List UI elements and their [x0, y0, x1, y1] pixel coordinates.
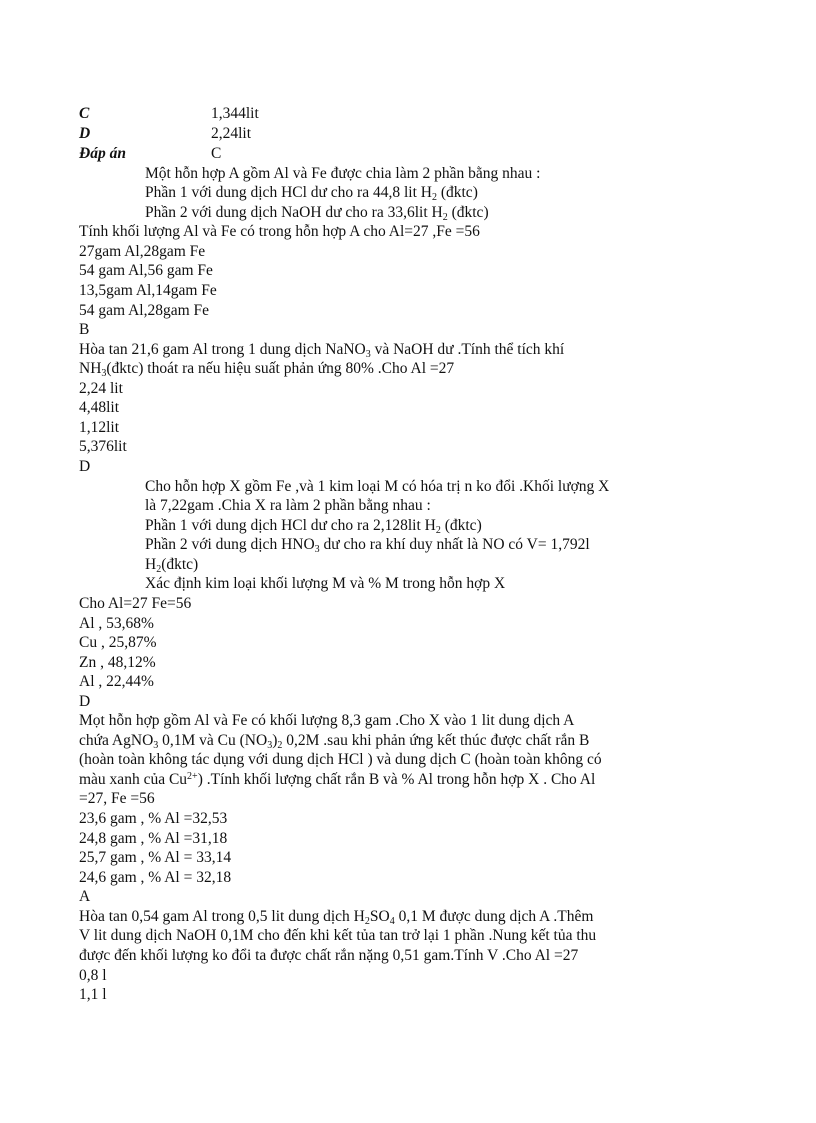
text: màu xanh của Cu: [79, 771, 188, 788]
text: (đktc): [161, 556, 199, 573]
q2-line-1: [79, 340, 564, 360]
option-label: C: [79, 105, 90, 122]
text: 0,2M .sau khi phản ứng kết thúc được chất rắn B: [282, 732, 590, 749]
text: và NaOH dư .Tính thể tích khí: [370, 341, 565, 358]
q4-answer: A: [79, 888, 91, 905]
q4-option-3: 25,7 gam , % Al = 33,14: [79, 849, 232, 866]
q3-line-5: [145, 555, 198, 575]
q4-line-5: =27, Fe =56: [79, 790, 155, 807]
q2-option-4: 5,376lit: [79, 438, 127, 455]
q5-option-1: 0,8 l: [79, 967, 107, 984]
q3-option-2: Cu , 25,87%: [79, 634, 157, 651]
text: chứa AgNO: [79, 732, 154, 749]
subscript: 2: [364, 916, 370, 927]
subscript: 2: [431, 192, 437, 203]
q4-option-2: 24,8 gam , % Al =31,18: [79, 830, 228, 847]
text: 0,1 M được dung dịch A .Thêm: [394, 908, 594, 925]
option-value: 1,344lit: [211, 105, 259, 122]
q5-line-2: V lit dung dịch NaOH 0,1M cho đến khi kết tủa tan trở lại 1 phần .Nung kết tủa thu: [79, 927, 597, 944]
q1-line-1: Một hỗn hợp A gồm Al và Fe được chia làm 2 phần bằng nhau :: [145, 165, 541, 182]
q4-line-2: [79, 731, 589, 751]
text: (đktc): [436, 184, 478, 201]
q3-line-4: [145, 535, 590, 555]
text: ) .Tính khối lượng chất rắn B và % Al trong hỗn hợp X . Cho Al: [197, 771, 596, 788]
superscript: 2+: [187, 771, 198, 782]
q3-line-1: Cho hỗn hợp X gồm Fe ,và 1 kim loại M có hóa trị n ko đổi .Khối lượng X: [145, 478, 610, 495]
q1-option-2: 54 gam Al,56 gam Fe: [79, 262, 213, 279]
q3-line-3: [145, 516, 482, 536]
q1-line-4: Tính khối lượng Al và Fe có trong hỗn hợp A cho Al=27 ,Fe =56: [79, 223, 480, 240]
subscript: 2: [435, 525, 441, 536]
subscript: 3: [267, 740, 273, 751]
answer-value: C: [211, 145, 222, 162]
text: (đktc) thoát ra nếu hiệu suất phản ứng 80% .Cho Al =27: [106, 360, 455, 377]
q1-line-3: [145, 203, 489, 223]
q4-option-4: 24,6 gam , % Al = 32,18: [79, 869, 232, 886]
text: Hòa tan 21,6 gam Al trong 1 dung dịch NaNO: [79, 341, 366, 358]
q2-answer: D: [79, 458, 91, 475]
q2-option-3: 1,12lit: [79, 419, 120, 436]
subscript: 2: [442, 212, 448, 223]
subscript: 3: [365, 349, 371, 360]
q2-option-1: 2,24 lit: [79, 380, 123, 397]
q1-answer: B: [79, 321, 90, 338]
q2-line-2: [79, 359, 454, 379]
text: Hòa tan 0,54 gam Al trong 0,5 lit dung dịch H: [79, 908, 365, 925]
q4-line-3: (hoàn toàn không tác dụng với dung dịch HCl ) và dung dịch C (hoàn toàn không có: [79, 751, 602, 768]
prev-option-d: [79, 124, 251, 144]
subscript: 4: [389, 916, 395, 927]
text: Phần 2 với dung dịch NaOH dư cho ra 33,6lit H: [145, 204, 443, 221]
text: NH: [79, 360, 102, 377]
q5-line-3: được đến khối lượng ko đổi ta được chất rắn nặng 0,51 gam.Tính V .Cho Al =27: [79, 947, 579, 964]
q3-option-1: Al , 53,68%: [79, 615, 154, 632]
q5-line-1: [79, 907, 593, 927]
q3-line-2: là 7,22gam .Chia X ra làm 2 phần bằng nhau :: [145, 497, 431, 514]
q3-option-3: Zn , 48,12%: [79, 654, 156, 671]
subscript: 3: [101, 368, 107, 379]
q3-answer: D: [79, 693, 91, 710]
q1-line-2: [145, 183, 478, 203]
subscript: 2: [156, 564, 162, 575]
q3-line-6: Xác định kim loại khối lượng M và % M trong hỗn hợp X: [145, 575, 506, 592]
q1-option-4: 54 gam Al,28gam Fe: [79, 302, 210, 319]
text: (đktc): [447, 204, 489, 221]
text: (đktc): [440, 517, 482, 534]
option-label: D: [79, 125, 91, 142]
option-value: 2,24lit: [211, 125, 252, 142]
text: 0,1M và Cu (NO: [158, 732, 268, 749]
q5-option-2: 1,1 l: [79, 986, 107, 1003]
q4-option-1: 23,6 gam , % Al =32,53: [79, 810, 228, 827]
text: Phần 1 với dung dịch HCl dư cho ra 2,128lit H: [145, 517, 436, 534]
q1-option-3: 13,5gam Al,14gam Fe: [79, 282, 217, 299]
prev-answer: [79, 144, 221, 164]
text: H: [145, 556, 157, 573]
subscript: 3: [153, 740, 159, 751]
q2-option-2: 4,48lit: [79, 399, 120, 416]
subscript: 3: [314, 544, 320, 555]
q1-option-1: 27gam Al,28gam Fe: [79, 243, 206, 260]
text: ): [272, 732, 278, 749]
q4-line-4: [79, 770, 595, 790]
subscript: 2: [277, 740, 283, 751]
text: SO: [369, 908, 390, 925]
answer-label: Đáp án: [79, 145, 126, 162]
prev-option-c: [79, 104, 259, 124]
text: Phần 1 với dung dịch HCl dư cho ra 44,8 lit H: [145, 184, 432, 201]
q3-option-4: Al , 22,44%: [79, 673, 154, 690]
text: dư cho ra khí duy nhất là NO có V= 1,792l: [319, 536, 590, 553]
q3-line-7: Cho Al=27 Fe=56: [79, 595, 192, 612]
q4-line-1: Mọt hỗn hợp gồm Al và Fe có khối lượng 8,3 gam .Cho X vào 1 lit dung dịch A: [79, 712, 575, 729]
text: Phần 2 với dung dịch HNO: [145, 536, 315, 553]
